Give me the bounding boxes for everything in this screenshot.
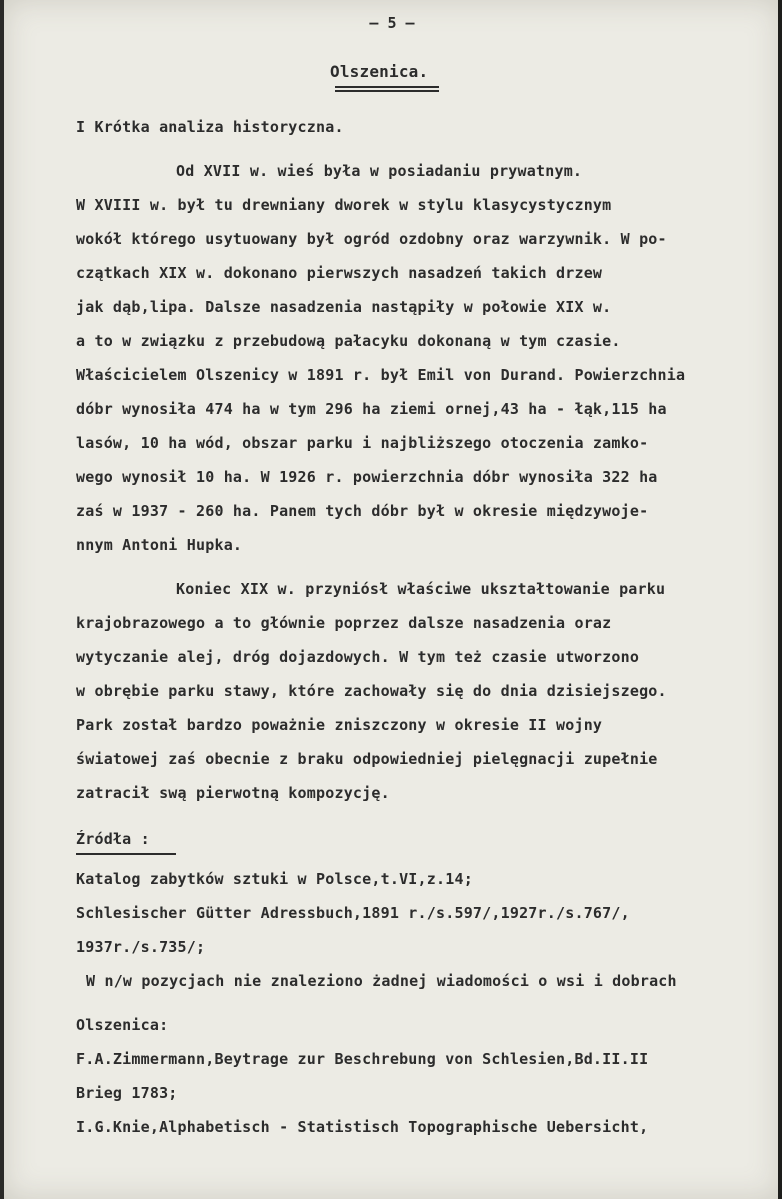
history-line: dóbr wynosiła 474 ha w tym 296 ha ziemi ornej,43 ha - łąk,115 ha [76, 400, 667, 418]
source-line: Brieg 1783; [76, 1084, 178, 1102]
history-line: światowej zaś obecnie z braku odpowiedniej pielęgnacji zupełnie [76, 750, 658, 768]
history-line: Koniec XIX w. przyniósł właściwe ukształtowanie parku [176, 580, 666, 598]
sources-underline [76, 853, 176, 855]
history-line: krajobrazowego a to głównie poprzez dalsze nasadzenia oraz [76, 614, 612, 632]
history-line: Właścicielem Olszenicy w 1891 r. był Emil von Durand. Powierzchnia [76, 366, 686, 384]
document-title: Olszenica. [330, 62, 429, 81]
source-line: Katalog zabytków sztuki w Polsce,t.VI,z.14; [76, 870, 473, 888]
history-line: lasów, 10 ha wód, obszar parku i najbliższego otoczenia zamko- [76, 434, 649, 452]
sources-heading: Źródła : [76, 830, 150, 848]
source-line: 1937r./s.735/; [76, 938, 206, 956]
history-line: jak dąb,lipa. Dalsze nasadzenia nastąpiły w połowie XIX w. [76, 298, 612, 316]
history-line: zatracił swą pierwotną kompozycję. [76, 784, 390, 802]
source-line: I.G.Knie,Alphabetisch - Statistisch Topographische Uebersicht, [76, 1118, 649, 1136]
history-line: wytyczanie alej, dróg dojazdowych. W tym też czasie utworzono [76, 648, 640, 666]
history-line: W XVIII w. był tu drewniany dworek w stylu klasycystycznym [76, 196, 612, 214]
title-underline-second [335, 90, 439, 92]
source-line: F.A.Zimmermann,Beytrage zur Beschrebung von Schlesien,Bd.II.II [76, 1050, 649, 1068]
document-page [4, 0, 780, 1199]
page-number: – 5 – [369, 14, 415, 32]
section-heading: I Krótka analiza historyczna. [76, 118, 344, 136]
history-line: a to w związku z przebudową pałacyku dokonaną w tym czasie. [76, 332, 621, 350]
source-line: Schlesischer Gütter Adressbuch,1891 r./s.597/,1927r./s.767/, [76, 904, 630, 922]
history-line: Od XVII w. wieś była w posiadaniu prywatnym. [176, 162, 583, 180]
history-line: nnym Antoni Hupka. [76, 536, 243, 554]
history-line: zaś w 1937 - 260 ha. Panem tych dóbr był w okresie międzywoje- [76, 502, 649, 520]
history-line: Park został bardzo poważnie zniszczony w okresie II wojny [76, 716, 603, 734]
scan-edge [778, 0, 782, 1199]
history-line: wokół którego usytuowany był ogród ozdobny oraz warzywnik. W po- [76, 230, 667, 248]
source-line: Olszenica: [76, 1016, 169, 1034]
title-underline [335, 86, 439, 88]
history-line: wego wynosił 10 ha. W 1926 r. powierzchnia dóbr wynosiła 322 ha [76, 468, 658, 486]
source-line: W n/w pozycjach nie znaleziono żadnej wiadomości o wsi i dobrach [86, 972, 677, 990]
history-line: w obrębie parku stawy, które zachowały się do dnia dzisiejszego. [76, 682, 667, 700]
history-line: czątkach XIX w. dokonano pierwszych nasadzeń takich drzew [76, 264, 603, 282]
